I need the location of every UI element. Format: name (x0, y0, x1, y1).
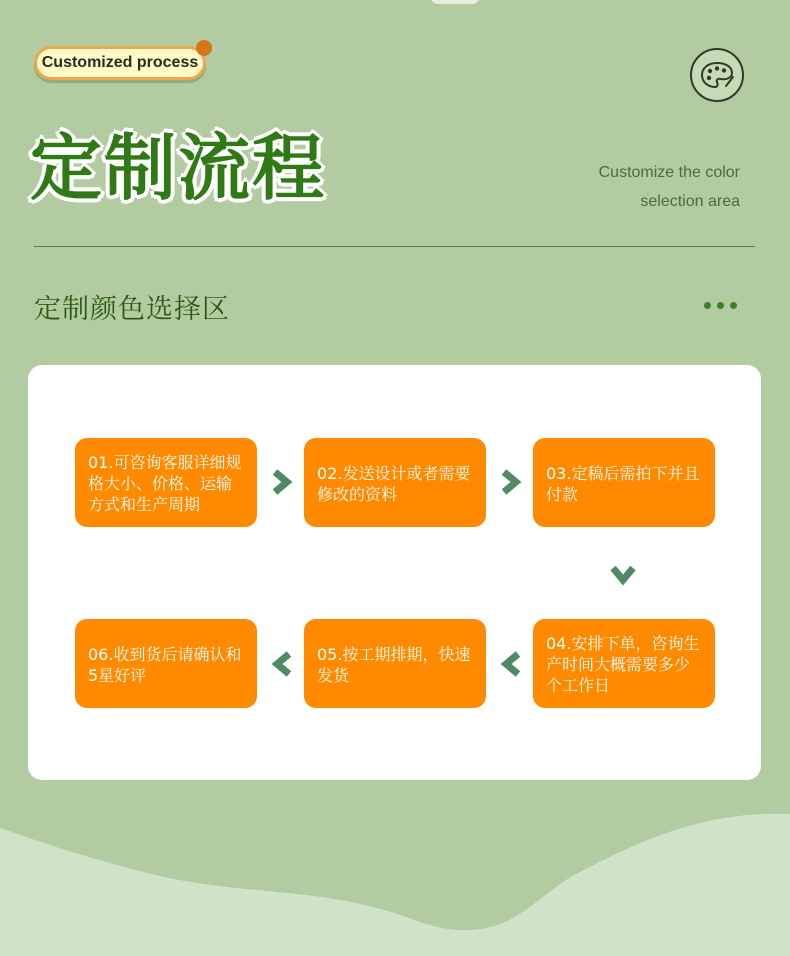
step-3 (533, 438, 715, 527)
step-2 (304, 438, 486, 527)
palette-icon (690, 48, 744, 102)
step-4-text: 04.安排下单，咨询生产时间大概需要多少个工作日 (546, 634, 700, 695)
step-2-text: 02.发送设计或者需要修改的资料 (317, 463, 471, 504)
chevron-right-icon (269, 468, 295, 496)
chevron-left-icon (498, 650, 524, 678)
step-5 (304, 619, 486, 708)
step-6 (75, 619, 257, 708)
step-5-text: 05.按工期排期，快速发货 (317, 644, 471, 685)
step-4 (533, 619, 715, 708)
header-divider (34, 246, 755, 247)
tag-dot-decoration (196, 40, 212, 56)
process-tag (34, 42, 216, 84)
chevron-left-icon (269, 650, 295, 678)
dot (730, 302, 737, 309)
chevron-right-icon (498, 468, 524, 496)
dot (717, 302, 724, 309)
step-1 (75, 438, 257, 527)
section-title: 定制颜色选择区 (34, 294, 230, 325)
process-card (28, 365, 761, 780)
top-decoration (430, 0, 480, 4)
step-6-text: 06.收到货后请确认和5星好评 (88, 644, 242, 685)
step-1-text: 01.可咨询客服详细规格大小、价格、运输方式和生产周期 (88, 453, 242, 514)
chevron-down-icon (609, 562, 637, 588)
bottom-wave-decoration (0, 780, 790, 956)
dot (704, 302, 711, 309)
page-title: 定制流程 (30, 126, 327, 210)
title-caption (599, 158, 740, 216)
caption-line-2: selection area (640, 193, 740, 210)
process-tag-label: Customized process (34, 46, 206, 80)
step-3-text: 03.定稿后需拍下并且付款 (546, 463, 700, 504)
caption-line-1: Customize the color (598, 164, 740, 181)
more-dots-icon (704, 302, 737, 309)
